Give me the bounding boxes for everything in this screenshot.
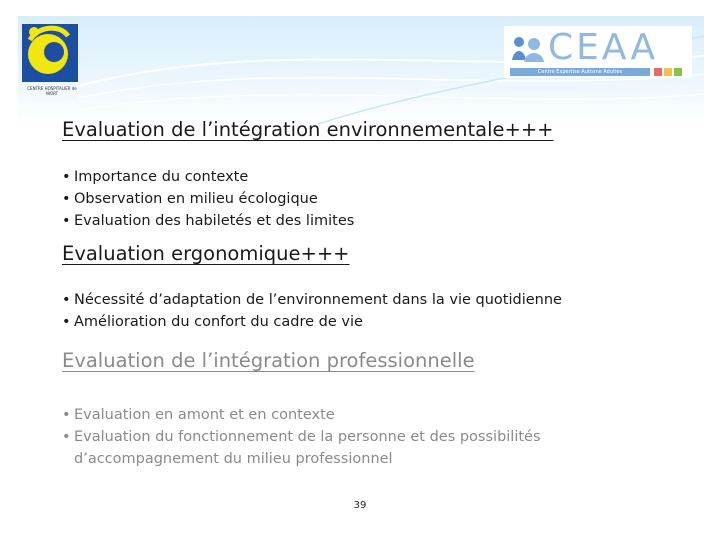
bullet-text: Observation en milieu écologique [74, 191, 318, 207]
bullet-dot: • [62, 429, 71, 445]
bullet-item [62, 210, 354, 232]
bullet-dot: • [62, 213, 71, 229]
ceaa-color-square [654, 68, 662, 76]
bullet-text: Evaluation en amont et en contexte [74, 407, 335, 423]
header-banner [18, 16, 704, 124]
ceaa-logo-title: CEAA [548, 27, 659, 68]
ceaa-logo [504, 26, 692, 78]
bullet-item [62, 188, 354, 210]
ceaa-people-icon [510, 34, 546, 64]
section-professional-integration [62, 349, 475, 372]
bullet-item [62, 404, 541, 426]
bullet-item [62, 166, 354, 188]
bullet-text: Amélioration du confort du cadre de vie [74, 314, 363, 330]
hospital-logo [20, 20, 80, 110]
bullet-item [62, 289, 562, 311]
ceaa-color-square [664, 68, 672, 76]
section-title: Evaluation ergonomique+++ [62, 242, 350, 265]
section-ergonomic-evaluation [62, 242, 350, 265]
bullet-dot: • [62, 292, 71, 308]
bullet-text: Importance du contexte [74, 169, 249, 185]
page-number: 39 [353, 500, 367, 511]
hospital-logo-caption: CENTRE HOSPITALIER de NIORT [27, 86, 77, 96]
bullet-text: Evaluation des habiletés et des limites [74, 213, 355, 229]
bullet-dot: • [62, 314, 71, 330]
bullet-text: Evaluation du fonctionnement de la personne et des possibilités [74, 429, 541, 445]
section-ergonomic-bullets [62, 289, 562, 333]
section-title: Evaluation de l’intégration environnementale+++ [62, 118, 554, 141]
ceaa-color-square [674, 68, 682, 76]
ch-swirl-logo-icon [20, 20, 80, 84]
bullet-dot: • [62, 169, 71, 185]
bullet-continuation-text: d’accompagnement du milieu professionnel [74, 451, 393, 467]
bullet-text: Nécessité d’adaptation de l’environnement dans la vie quotidienne [74, 292, 562, 308]
bullet-dot: • [62, 407, 71, 423]
ceaa-logo-subtitle: Centre Expertise Autisme Adultes [510, 68, 650, 76]
section-title: Evaluation de l’intégration professionnelle [62, 349, 475, 372]
section-environmental-bullets [62, 166, 354, 232]
section-professional-bullets [62, 404, 541, 470]
bullet-item [62, 426, 541, 470]
bullet-item [62, 311, 562, 333]
section-environmental-integration [62, 118, 554, 141]
bullet-dot: • [62, 191, 71, 207]
